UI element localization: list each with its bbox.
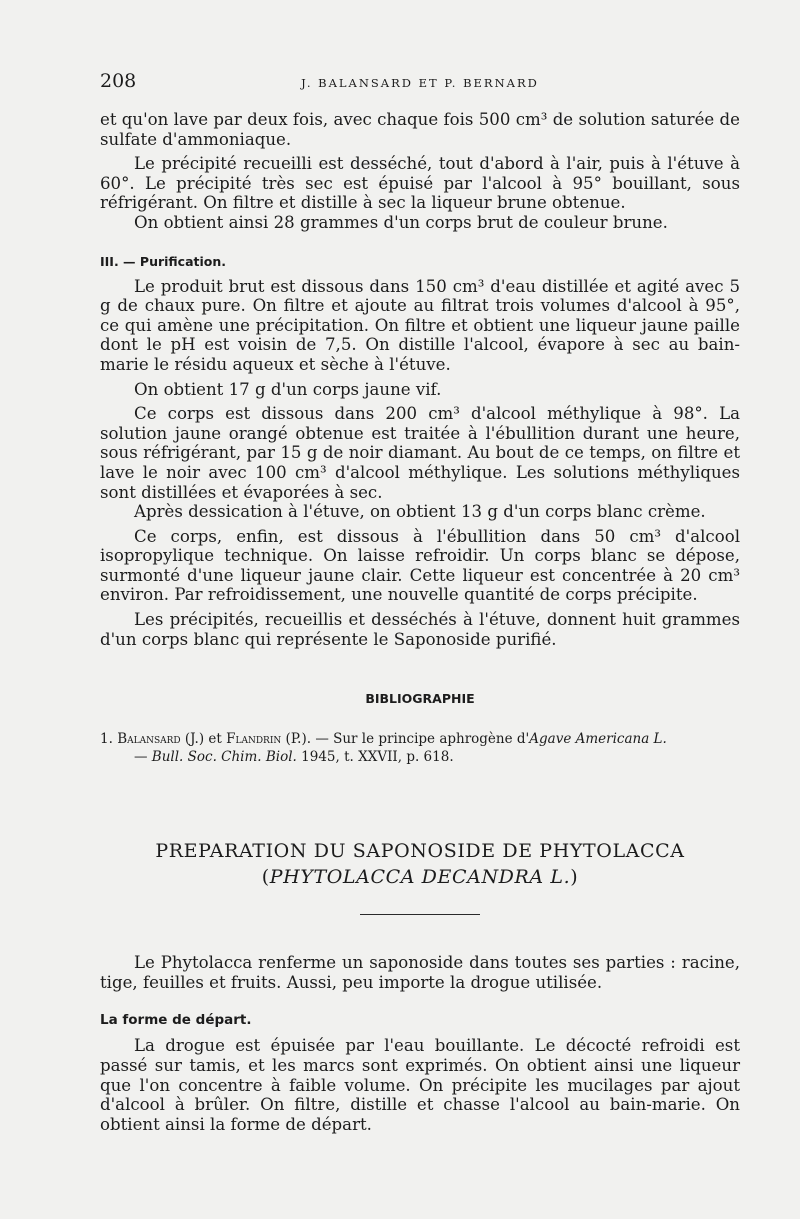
running-head: J. BALANSARD ET P. BERNARD	[301, 76, 539, 90]
title-divider	[360, 914, 480, 915]
subtitle-open-paren: (	[261, 866, 270, 889]
article-title-block	[100, 838, 740, 915]
bibliography-heading: BIBLIOGRAPHIE	[365, 691, 475, 707]
bibliography-entry	[100, 730, 740, 766]
bibliography-reference: 1945, t. XXVII, p. 618.	[301, 749, 454, 766]
paragraph-purification-5: Ce corps, enfin, est dissous à l'ébullition dans 50 cm³ d'alcool isopropylique technique. On laisse refroidir. Un corps blanc se dépose, surmonté d'une liqueur jaune clair. Cette liqueur est concentrée à 20 cm³ environ. Par refroidissement, une nouvelle quantité de corps précipite.	[100, 526, 740, 605]
bibliography-dash: —	[134, 749, 148, 766]
page-body	[100, 110, 740, 1134]
paragraph-yield-crude: On obtient ainsi 28 grammes d'un corps brut de couleur brune.	[134, 212, 668, 232]
paragraph-purification-2: On obtient 17 g d'un corps jaune vif.	[134, 379, 442, 399]
subheading-forme-de-depart: La forme de départ.	[100, 1012, 252, 1029]
bibliography-source-line	[100, 748, 740, 766]
bibliography-title: — Sur le principe aphrogène d'	[315, 731, 530, 748]
subtitle-close-paren: )	[570, 866, 579, 889]
paragraph-forme-de-depart: La drogue est épuisée par l'eau bouillante. Le décocté refroidi est passé sur tamis, et les marcs sont exprimés. On obtient ainsi une liqueur que l'on concentre à faible volume. On précipite les mucilages par ajout d'alcool à brûler. On filtre, distille et chasse l'alcool au bain-marie. On obtient ainsi la forme de départ.	[100, 1036, 740, 1134]
bibliography-species: Agave Americana L.	[529, 731, 667, 748]
bibliography-author-2: Flandrin (P.).	[226, 731, 312, 748]
paragraph-intro: Le Phytolacca renferme un saponoside dans toutes ses parties : racine, tige, feuilles et fruits. Aussi, peu importe la drogue utilisée.	[100, 953, 740, 992]
bibliography-author-1: Balansard (J.)	[117, 731, 205, 748]
section-heading-purification: III. — Purification.	[100, 253, 227, 269]
bibliography-journal: Bull. Soc. Chim. Biol.	[151, 749, 297, 766]
page-number: 208	[100, 70, 137, 92]
article-subtitle	[100, 864, 740, 890]
subtitle-species: PHYTOLACCA DECANDRA L.	[269, 866, 571, 889]
bibliography-number: 1.	[100, 731, 113, 748]
paragraph-drying: Le précipité recueilli est desséché, tout d'abord à l'air, puis à l'étuve à 60°. Le précipité très sec est épuisé par l'alcool à 95° bouillant, sous réfrigérant. On filtre et distille à sec la liqueur brune obtenue.	[100, 154, 740, 213]
paragraph-continuation: et qu'on lave par deux fois, avec chaque fois 500 cm³ de solution saturée de sulfate d'ammoniaque.	[100, 110, 740, 149]
article-title: PREPARATION DU SAPONOSIDE DE PHYTOLACCA	[155, 840, 685, 863]
paragraph-purification-4: Après dessication à l'étuve, on obtient 13 g d'un corps blanc crème.	[134, 502, 706, 522]
paragraph-purification-6: Les précipités, recueillis et desséchés à l'étuve, donnent huit grammes d'un corps blanc qui représente le Saponoside purifié.	[100, 610, 740, 649]
bibliography-conjunction: et	[208, 731, 222, 748]
page-header	[100, 70, 740, 96]
paragraph-purification-3: Ce corps est dissous dans 200 cm³ d'alcool méthylique à 98°. La solution jaune orangé obtenue est traitée à l'ébullition durant une heure, sous réfrigérant, par 15 g de noir diamant. Au bout de ce temps, on filtre et lave le noir avec 100 cm³ d'alcool méthylique. Les solutions méthyliques sont distillées et évaporées à sec.	[100, 404, 740, 502]
paragraph-purification-1: Le produit brut est dissous dans 150 cm³ d'eau distillée et agité avec 5 g de chaux pure. On filtre et ajoute au filtrat trois volumes d'alcool à 95°, ce qui amène une précipitation. On filtre et obtient une liqueur jaune paille dont le pH est voisin de 7,5. On distille l'alcool, évapore à sec au bain-marie le résidu aqueux et sèche à l'étuve.	[100, 276, 740, 374]
